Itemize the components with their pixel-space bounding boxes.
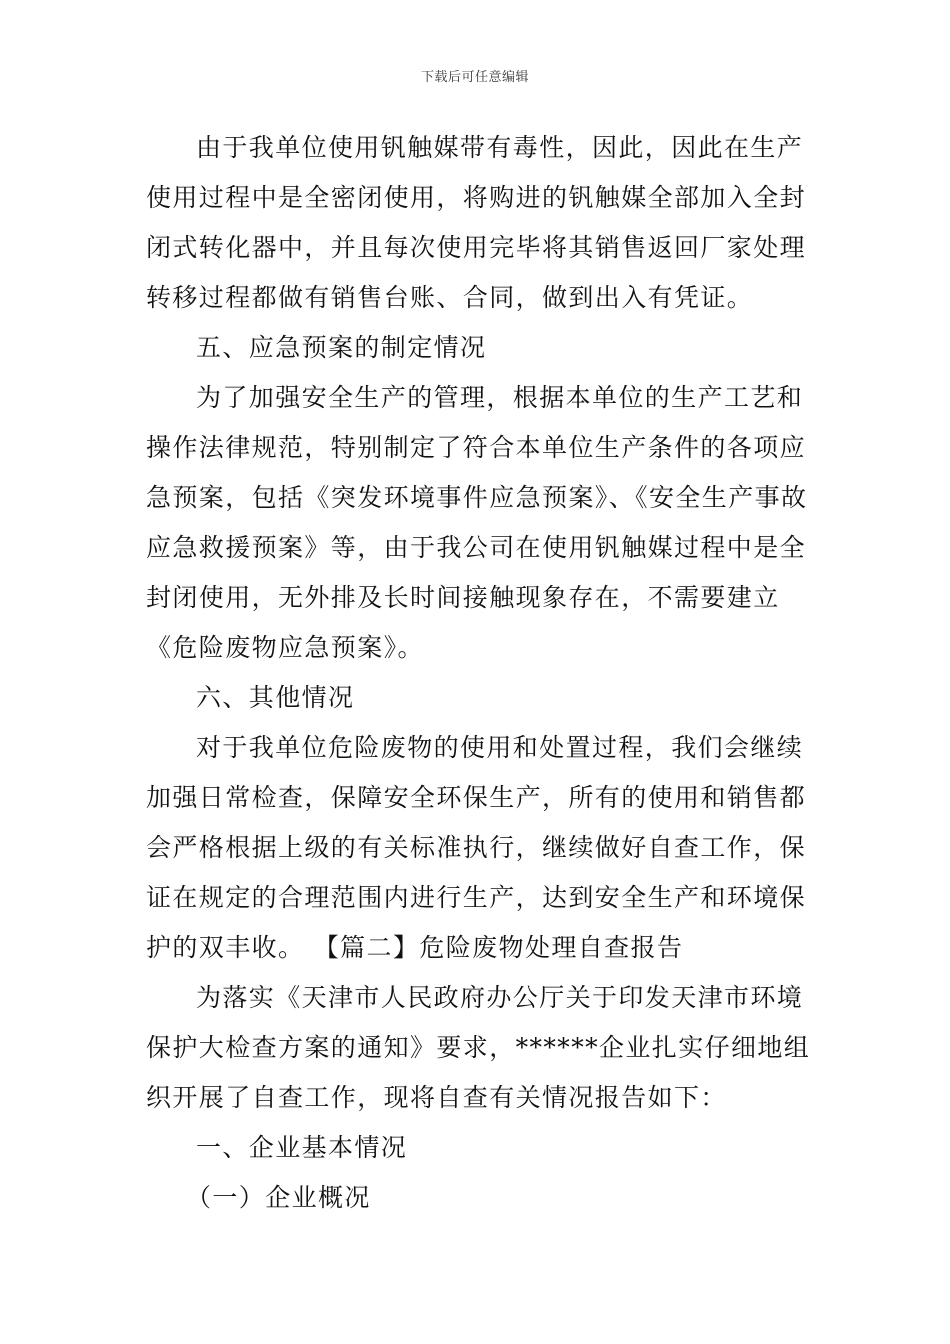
document-body	[146, 123, 818, 1223]
section-heading-emergency-plan: 五、应急预案的制定情况	[196, 333, 487, 362]
section-heading-basic-info: 一、企业基本情况	[196, 1133, 408, 1162]
subsection-heading-overview: （一）企业概况	[186, 1183, 371, 1212]
page-header: 下载后可任意编辑	[420, 70, 529, 85]
paragraph-implementation: 为落实《天津市人民政府办公厅关于印发天津市环境保护大检查方案的通知》要求，******企业扎实仔细地组织开展了自查工作，现将自查有关情况报告如下：	[146, 983, 811, 1112]
paragraph-other: 对于我单位危险废物的使用和处置过程，我们会继续加强日常检查，保障安全环保生产，所有的使用和销售都会严格根据上级的有关标准执行，继续做好自查工作，保证在规定的合理范围内进行生产，达到安全生产和环境保护的双丰收。 【篇二】危险废物处理自查报告	[146, 733, 807, 962]
paragraph-vanadium-catalyst: 由于我单位使用钒触媒带有毒性，因此，因此在生产使用过程中是全密闭使用，将购进的钒触媒全部加入全封闭式转化器中，并且每次使用完毕将其销售返回厂家处理转移过程都做有销售台账、合同，做到出入有凭证。	[146, 133, 807, 312]
paragraph-emergency-plan: 为了加强安全生产的管理，根据本单位的生产工艺和操作法律规范，特别制定了符合本单位生产条件的各项应急预案，包括《突发环境事件应急预案》、《安全生产事故应急救援预案》等，由于我公司在使用钒触媒过程中是全封闭使用，无外排及长时间接触现象存在，不需要建立《危险废物应急预案》。	[146, 383, 808, 662]
section-heading-other: 六、其他情况	[196, 683, 355, 712]
